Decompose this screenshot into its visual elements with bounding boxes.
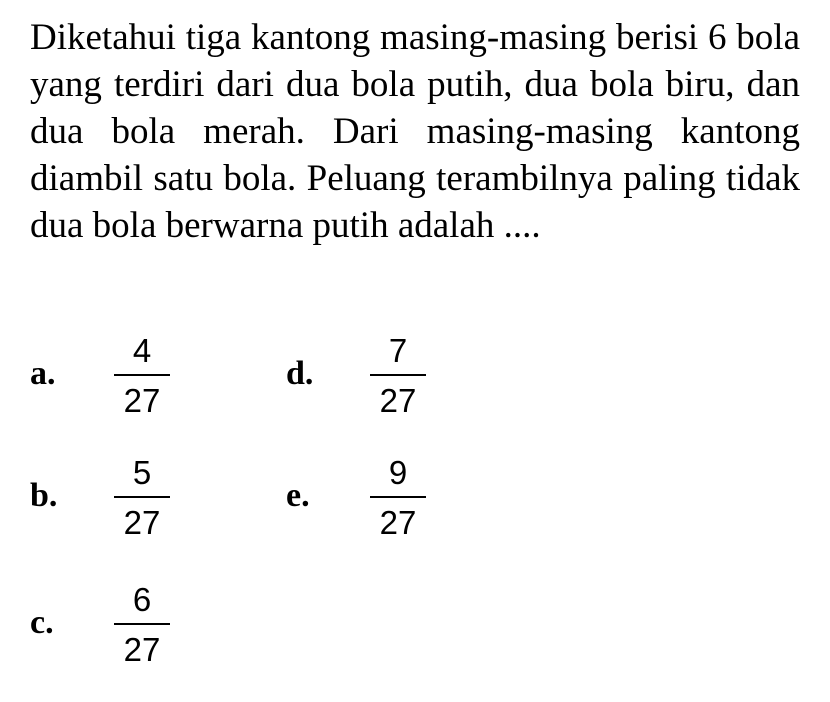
question-text: Diketahui tiga kantong masing-masing berisi 6 bola yang terdiri dari dua bola putih, dua bola biru, dan dua bola merah. Dari masing-masing kantong diambil satu bola. Peluang terambilnya paling tidak dua bola berwarna putih adalah .... [30, 17, 800, 246]
option-a[interactable] [30, 332, 230, 422]
fraction-bar [370, 496, 426, 498]
option-b[interactable] [30, 454, 230, 544]
option-letter: b. [30, 477, 58, 514]
fraction-numerator: 7 [388, 332, 408, 369]
option-fraction [370, 454, 426, 542]
fraction-bar [370, 374, 426, 376]
fraction-denominator: 27 [379, 504, 417, 541]
fraction-numerator: 4 [132, 332, 152, 369]
option-letter: a. [30, 355, 56, 392]
option-letter: c. [30, 604, 54, 641]
fraction-denominator: 27 [379, 382, 417, 419]
fraction-numerator: 9 [388, 454, 408, 491]
fraction-numerator: 5 [132, 454, 152, 491]
fraction-denominator: 27 [123, 504, 161, 541]
option-d[interactable] [286, 332, 486, 422]
option-letter: e. [286, 477, 310, 514]
option-fraction [114, 454, 170, 542]
option-fraction [114, 581, 170, 669]
fraction-denominator: 27 [123, 382, 161, 419]
fraction-denominator: 27 [123, 631, 161, 668]
option-letter: d. [286, 355, 314, 392]
option-fraction [114, 332, 170, 420]
fraction-bar [114, 496, 170, 498]
fraction-bar [114, 623, 170, 625]
fraction-numerator: 6 [132, 581, 152, 618]
option-fraction [370, 332, 426, 420]
option-e[interactable] [286, 454, 486, 544]
fraction-bar [114, 374, 170, 376]
option-c[interactable] [30, 581, 230, 671]
